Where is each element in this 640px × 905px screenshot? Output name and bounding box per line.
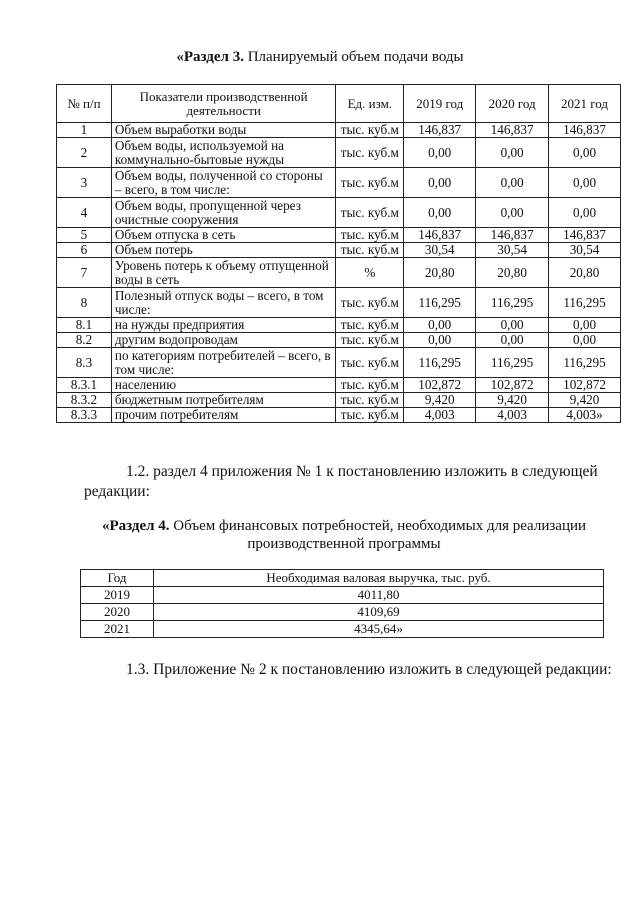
header-value-2021: 2021 год xyxy=(549,85,621,123)
table-row xyxy=(57,408,621,423)
revenue-table-body xyxy=(81,570,604,638)
section-4-title-bold: «Раздел 4. xyxy=(101,518,170,534)
header-indicator: Показатели производственной деятельности xyxy=(111,85,336,123)
table-row xyxy=(57,348,621,378)
cell-value-2019: 116,295 xyxy=(404,348,476,378)
header-value-2019: 2019 год xyxy=(404,85,476,123)
cell-value-2020: 102,872 xyxy=(476,378,549,393)
cell-unit: тыс. куб.м xyxy=(336,318,404,333)
cell-unit: тыс. куб.м xyxy=(336,408,404,423)
table-row xyxy=(81,604,604,621)
cell-row-number: 8.3.2 xyxy=(57,393,112,408)
section-3-title xyxy=(0,48,640,66)
cell-value-2020: 0,00 xyxy=(476,198,549,228)
cell-row-number: 7 xyxy=(57,258,112,288)
cell-unit: тыс. куб.м xyxy=(336,288,404,318)
cell-value-2021: 9,420 xyxy=(549,393,621,408)
header-revenue: Необходимая валовая выручка, тыс. руб. xyxy=(154,570,604,587)
cell-value-2020: 146,837 xyxy=(476,228,549,243)
header-unit: Ед. изм. xyxy=(336,85,404,123)
table-row xyxy=(57,123,621,138)
cell-value-2021: 0,00 xyxy=(549,333,621,348)
cell-value-2020: 0,00 xyxy=(476,333,549,348)
cell-value-2020: 0,00 xyxy=(476,138,549,168)
cell-indicator: Объем воды, полученной со стороны – всего, в том числе: xyxy=(111,168,336,198)
cell-indicator: Полезный отпуск воды – всего, в том числе: xyxy=(111,288,336,318)
cell-row-number: 2 xyxy=(57,138,112,168)
table-row xyxy=(81,621,604,638)
cell-unit: тыс. куб.м xyxy=(336,333,404,348)
table-row xyxy=(57,378,621,393)
cell-row-number: 8.1 xyxy=(57,318,112,333)
cell-unit: тыс. куб.м xyxy=(336,243,404,258)
cell-unit: тыс. куб.м xyxy=(336,378,404,393)
cell-value-2020: 4,003 xyxy=(476,408,549,423)
revenue-table xyxy=(80,569,604,638)
table-row xyxy=(57,138,621,168)
cell-row-number: 4 xyxy=(57,198,112,228)
cell-row-number: 6 xyxy=(57,243,112,258)
cell-value-2019: 0,00 xyxy=(404,168,476,198)
cell-unit: тыс. куб.м xyxy=(336,198,404,228)
cell-value-2019: 0,00 xyxy=(404,138,476,168)
cell-value-2021: 4,003» xyxy=(549,408,621,423)
cell-value-2019: 0,00 xyxy=(404,333,476,348)
cell-value-2020: 20,80 xyxy=(476,258,549,288)
cell-unit: тыс. куб.м xyxy=(336,393,404,408)
section-3-title-bold: «Раздел 3. xyxy=(176,49,244,65)
cell-indicator: другим водопроводам xyxy=(111,333,336,348)
cell-value-2019: 0,00 xyxy=(404,318,476,333)
cell-value-2020: 30,54 xyxy=(476,243,549,258)
cell-value-2019: 20,80 xyxy=(404,258,476,288)
section-3-title-text: Планируемый объем подачи воды xyxy=(247,49,464,65)
cell-value-2019: 4,003 xyxy=(404,408,476,423)
cell-value-2021: 0,00 xyxy=(549,198,621,228)
cell-value-2019: 146,837 xyxy=(404,123,476,138)
table-row xyxy=(57,318,621,333)
cell-row-number: 1 xyxy=(57,123,112,138)
cell-value-2020: 9,420 xyxy=(476,393,549,408)
cell-indicator: бюджетным потребителям xyxy=(111,393,336,408)
cell-row-number: 8 xyxy=(57,288,112,318)
water-supply-table xyxy=(56,84,621,423)
cell-value-2019: 0,00 xyxy=(404,198,476,228)
table-row xyxy=(57,333,621,348)
cell-value-2021: 20,80 xyxy=(549,258,621,288)
cell-indicator: по категориям потребителей – всего, в том числе: xyxy=(111,348,336,378)
cell-value-2020: 0,00 xyxy=(476,318,549,333)
table-header-row xyxy=(81,570,604,587)
cell-value-2019: 9,420 xyxy=(404,393,476,408)
cell-row-number: 8.3.1 xyxy=(57,378,112,393)
cell-indicator: Объем воды, используемой на коммунально-бытовые нужды xyxy=(111,138,336,168)
section-4-title xyxy=(96,517,592,553)
cell-indicator: населению xyxy=(111,378,336,393)
cell-unit: тыс. куб.м xyxy=(336,348,404,378)
cell-value-2019: 102,872 xyxy=(404,378,476,393)
water-supply-table-body xyxy=(57,85,621,423)
cell-value-2020: 146,837 xyxy=(476,123,549,138)
cell-row-number: 8.2 xyxy=(57,333,112,348)
table-row xyxy=(57,168,621,198)
header-row-number: № п/п xyxy=(57,85,112,123)
cell-indicator: Объем отпуска в сеть xyxy=(111,228,336,243)
cell-value-2021: 0,00 xyxy=(549,138,621,168)
table-row xyxy=(57,243,621,258)
cell-row-number: 8.3.3 xyxy=(57,408,112,423)
cell-value-2021: 146,837 xyxy=(549,123,621,138)
cell-value-2020: 116,295 xyxy=(476,348,549,378)
cell-row-number: 8.3 xyxy=(57,348,112,378)
table-header-row xyxy=(57,85,621,123)
cell-unit: тыс. куб.м xyxy=(336,168,404,198)
table-row xyxy=(57,228,621,243)
paragraph-1-3: 1.3. Приложение № 2 к постановлению изложить в следующей редакции: xyxy=(126,661,612,678)
table-row xyxy=(57,393,621,408)
cell-value-2020: 116,295 xyxy=(476,288,549,318)
header-year: Год xyxy=(81,570,154,587)
cell-value-2019: 116,295 xyxy=(404,288,476,318)
cell-revenue: 4011,80 xyxy=(154,587,604,604)
cell-year: 2020 xyxy=(81,604,154,621)
cell-value-2021: 102,872 xyxy=(549,378,621,393)
cell-unit: тыс. куб.м xyxy=(336,123,404,138)
cell-unit: тыс. куб.м xyxy=(336,138,404,168)
section-4-title-text: Объем финансовых потребностей, необходимых для реализации производственной программы xyxy=(173,518,587,552)
cell-value-2021: 146,837 xyxy=(549,228,621,243)
paragraph-1-2: 1.2. раздел 4 приложения № 1 к постановлению изложить в следующей редакции: xyxy=(84,463,598,500)
cell-indicator: прочим потребителям xyxy=(111,408,336,423)
cell-year: 2021 xyxy=(81,621,154,638)
cell-indicator: Уровень потерь к объему отпущенной воды в сеть xyxy=(111,258,336,288)
cell-indicator: Объем потерь xyxy=(111,243,336,258)
header-value-2020: 2020 год xyxy=(476,85,549,123)
cell-revenue: 4109,69 xyxy=(154,604,604,621)
cell-value-2021: 0,00 xyxy=(549,318,621,333)
cell-revenue: 4345,64» xyxy=(154,621,604,638)
cell-value-2021: 0,00 xyxy=(549,168,621,198)
cell-unit: тыс. куб.м xyxy=(336,228,404,243)
cell-row-number: 5 xyxy=(57,228,112,243)
cell-value-2021: 30,54 xyxy=(549,243,621,258)
table-row xyxy=(57,198,621,228)
table-row xyxy=(81,587,604,604)
cell-value-2021: 116,295 xyxy=(549,288,621,318)
cell-indicator: Объем выработки воды xyxy=(111,123,336,138)
cell-value-2019: 146,837 xyxy=(404,228,476,243)
cell-unit: % xyxy=(336,258,404,288)
cell-indicator: на нужды предприятия xyxy=(111,318,336,333)
cell-value-2019: 30,54 xyxy=(404,243,476,258)
cell-value-2021: 116,295 xyxy=(549,348,621,378)
table-row xyxy=(57,288,621,318)
table-row xyxy=(57,258,621,288)
cell-value-2020: 0,00 xyxy=(476,168,549,198)
cell-year: 2019 xyxy=(81,587,154,604)
cell-indicator: Объем воды, пропущенной через очистные сооружения xyxy=(111,198,336,228)
cell-row-number: 3 xyxy=(57,168,112,198)
